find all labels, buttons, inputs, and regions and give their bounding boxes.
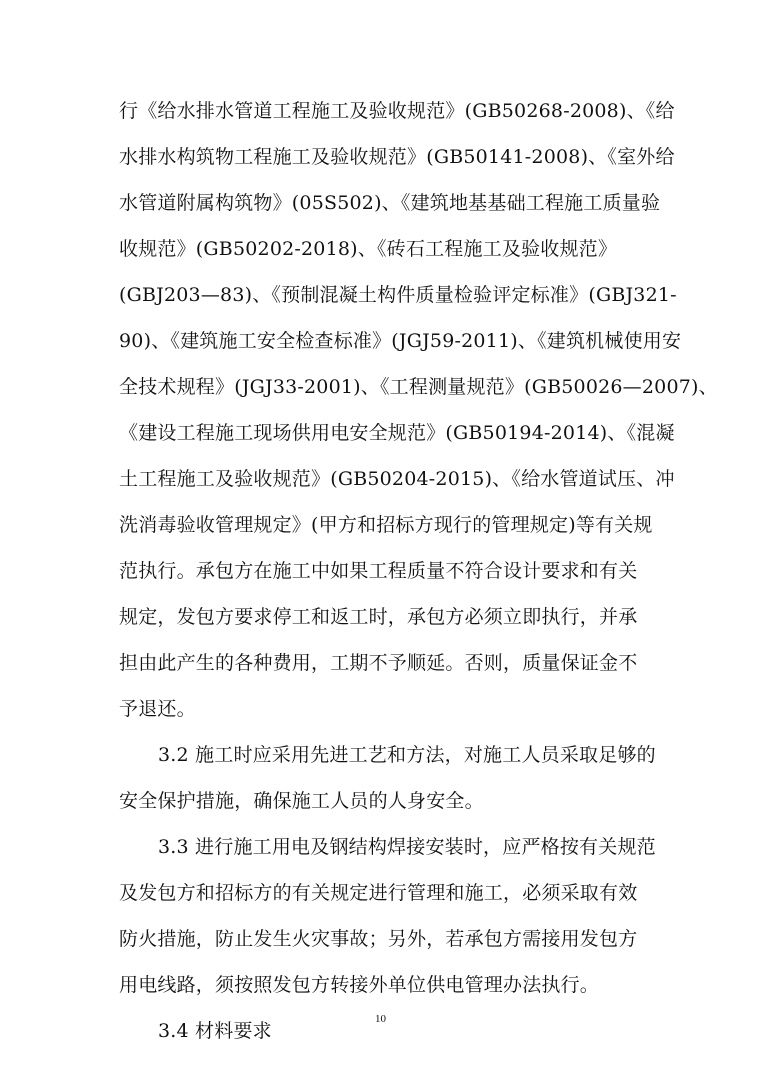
text-line-16: 安全保护措施，确保施工人员的人身安全。 [119,790,484,812]
text-line-2: 水排水构筑物工程施工及验收规范》(GB50141-2008)、《室外给 [119,146,675,168]
text-line-8: 《建设工程施工现场供用电安全规范》(GB50194-2014)、《混凝 [119,422,675,444]
text-line-13: 担由此产生的各种费用，工期不予顺延。否则，质量保证金不 [119,652,638,674]
text-line-7: 全技术规程》(JGJ33-2001)、《工程测量规范》(GB50026—2007)、 [119,376,718,398]
text-line-12: 规定，发包方要求停工和返工时，承包方必须立即执行，并承 [119,606,638,628]
text-line-11: 范执行。承包方在施工中如果工程质量不符合设计要求和有关 [119,560,638,582]
text-line-18: 及发包方和招标方的有关规定进行管理和施工，必须采取有效 [119,882,638,904]
text-line-9: 土工程施工及验收规范》(GB50204-2015)、《给水管道试压、冲 [119,468,675,490]
text-line-17: 3.3 进行施工用电及钢结构焊接安装时，应严格按有关规范 [158,836,656,858]
text-line-5: (GBJ203—83)、《预制混凝土构件质量检验评定标准》(GBJ321- [119,284,677,306]
text-line-1: 行《给水排水管道工程施工及验收规范》(GB50268-2008)、《给 [119,100,675,122]
text-line-10: 洗消毒验收管理规定》(甲方和招标方现行的管理规定)等有关规 [119,514,653,536]
text-line-19: 防火措施，防止发生火灾事故；另外，若承包方需接用发包方 [119,928,638,950]
text-line-4: 收规范》(GB50202-2018)、《砖石工程施工及验收规范》 [119,238,618,260]
text-line-14: 予退还。 [119,698,196,720]
text-line-21: 3.4 材料要求 [158,1020,272,1042]
text-line-6: 90)、《建筑施工安全检查标准》(JGJ59-2011)、《建筑机械使用安 [119,330,682,352]
text-line-3: 水管道附属构筑物》(05S502)、《建筑地基基础工程施工质量验 [119,192,661,214]
text-line-15: 3.2 施工时应采用先进工艺和方法，对施工人员采取足够的 [158,744,656,766]
text-line-20: 用电线路，须按照发包方转接外单位供电管理办法执行。 [119,974,600,996]
page-number: 10 [375,1013,386,1025]
